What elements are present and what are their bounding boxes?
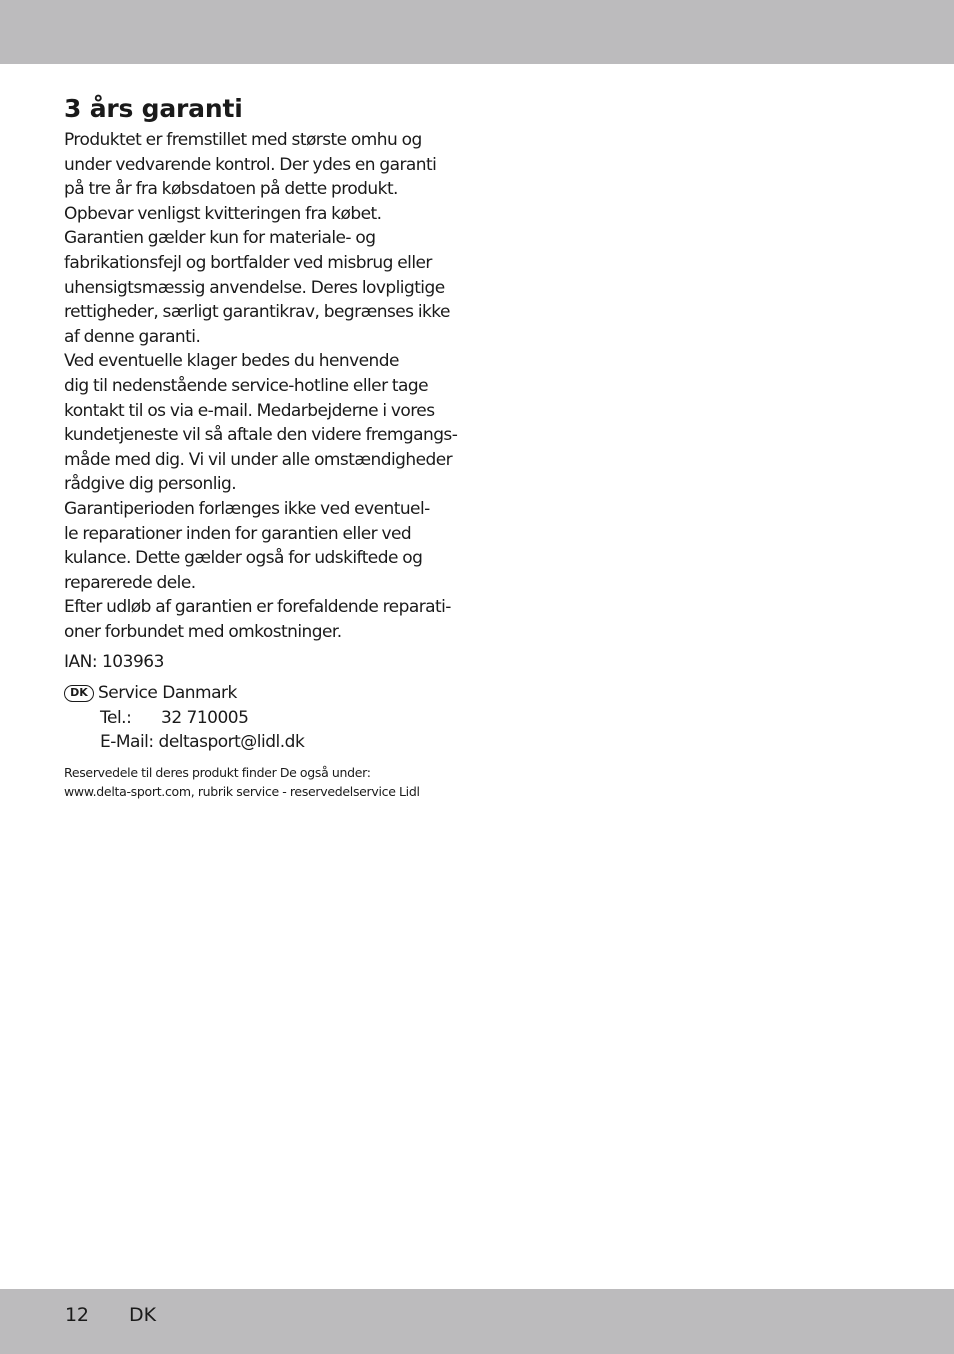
page-title: 3 års garanti bbox=[64, 94, 243, 123]
service-name: Service Danmark bbox=[98, 683, 237, 704]
paragraph-line: kundetjeneste vil så aftale den videre fremgangs- bbox=[64, 425, 458, 446]
paragraph-line: Opbevar venligst kvitteringen fra købet. bbox=[64, 203, 382, 224]
ian-number: IAN: 103963 bbox=[64, 652, 164, 673]
paragraph-line: kulance. Dette gælder også for udskiftede og bbox=[64, 548, 423, 569]
spare-parts-note bbox=[64, 763, 464, 801]
service-name-row bbox=[64, 681, 464, 706]
email-address: E-Mail: deltasport@lidl.dk bbox=[100, 732, 305, 753]
warranty-section bbox=[64, 92, 464, 801]
email-row bbox=[64, 730, 464, 755]
paragraph-line: Garantiperioden forlænges ikke ved eventuel- bbox=[64, 498, 430, 519]
paragraph-line: oner forbundet med omkostninger. bbox=[64, 621, 342, 642]
paragraph-line: rådgive dig personlig. bbox=[64, 474, 237, 495]
paragraph-line: rettigheder, særligt garantikrav, begrænses ikke bbox=[64, 302, 450, 323]
note-line: Reservedele til deres produkt finder De også under: bbox=[64, 764, 371, 780]
service-contact bbox=[64, 681, 464, 755]
warranty-paragraph bbox=[64, 128, 464, 644]
note-line: www.delta-sport.com, rubrik service - reservedelservice Lidl bbox=[64, 783, 420, 799]
country-badge-icon: DK bbox=[64, 685, 94, 702]
paragraph-line: dig til nedenstående service-hotline eller tage bbox=[64, 375, 429, 396]
header-band bbox=[0, 0, 954, 64]
paragraph-line: Produktet er fremstillet med største omhu og bbox=[64, 130, 422, 150]
paragraph-line: uhensigtsmæssig anvendelse. Deres lovpligtige bbox=[64, 277, 445, 298]
paragraph-line: fabrikationsfejl og bortfalder ved misbrug eller bbox=[64, 252, 432, 273]
paragraph-line: kontakt til os via e-mail. Medarbejderne i vores bbox=[64, 400, 435, 421]
phone-row bbox=[64, 706, 464, 731]
paragraph-line: på tre år fra købsdatoen på dette produkt. bbox=[64, 179, 398, 200]
paragraph-line: Ved eventuelle klager bedes du henvende bbox=[64, 351, 399, 372]
language-code: DK bbox=[129, 1304, 157, 1326]
paragraph-line: under vedvarende kontrol. Der ydes en garanti bbox=[64, 154, 437, 175]
paragraph-line: reparerede dele. bbox=[64, 572, 196, 593]
paragraph-line: af denne garanti. bbox=[64, 326, 201, 347]
paragraph-line: le reparationer inden for garantien eller ved bbox=[64, 523, 412, 544]
paragraph-line: Garantien gælder kun for materiale- og bbox=[64, 228, 376, 249]
page-number: 12 bbox=[65, 1304, 89, 1326]
phone-label: Tel.: bbox=[100, 707, 132, 728]
paragraph-line: måde med dig. Vi vil under alle omstændigheder bbox=[64, 449, 453, 470]
phone-number: 32 710005 bbox=[161, 707, 249, 728]
paragraph-line: Efter udløb af garantien er forefaldende reparati- bbox=[64, 597, 451, 618]
